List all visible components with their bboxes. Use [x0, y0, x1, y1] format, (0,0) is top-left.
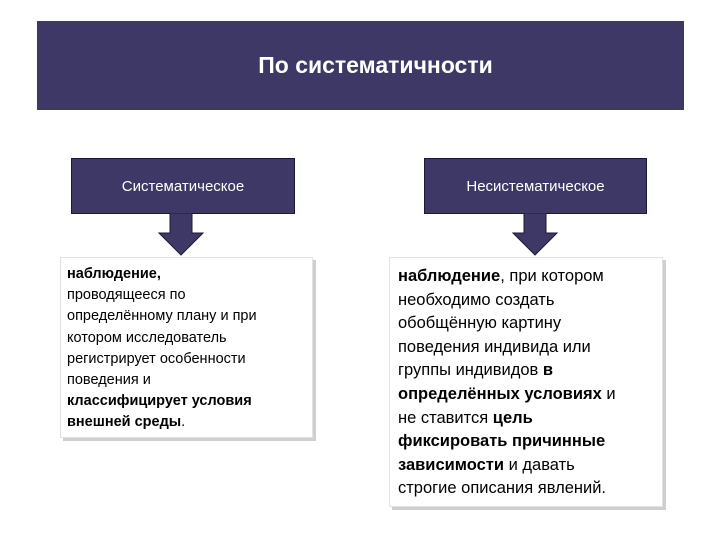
text: поведения и	[67, 372, 151, 389]
text: и	[601, 384, 616, 403]
page-title: По систематичности	[258, 52, 493, 78]
bold-text: определённых условиях	[398, 384, 602, 403]
systematic-description	[60, 257, 313, 438]
description-line	[67, 306, 312, 327]
description-line	[398, 383, 662, 407]
description-line	[398, 265, 662, 289]
title-banner	[37, 21, 684, 110]
description-line	[398, 430, 662, 454]
description-line	[67, 328, 312, 349]
description-line	[67, 391, 312, 412]
text: определённому плану и при	[67, 308, 257, 325]
text: и давать	[504, 455, 575, 474]
description-line	[398, 336, 662, 360]
bold-text: в	[542, 361, 554, 380]
bold-text: классифицирует условия	[67, 393, 252, 410]
bold-text: цель	[492, 408, 533, 427]
down-arrow-icon	[512, 213, 558, 256]
description-line	[67, 264, 312, 285]
description-line	[398, 454, 662, 478]
description-line	[67, 285, 312, 306]
bold-text: фиксировать причинные	[398, 432, 606, 451]
description-line	[398, 359, 662, 383]
text: регистрирует особенности	[67, 350, 246, 367]
bold-text: зависимости	[398, 455, 505, 474]
text: группы индивидов	[398, 361, 543, 380]
text: , при котором	[500, 267, 604, 285]
description-line	[67, 349, 312, 370]
description-line	[398, 312, 662, 336]
text: не ставится	[398, 408, 493, 427]
bold-text: наблюдение	[398, 267, 501, 285]
text: строгие описания явлений.	[398, 479, 607, 498]
bold-text: внешней среды	[67, 414, 182, 431]
description-line	[67, 412, 312, 433]
category-systematic-label: Систематическое	[121, 177, 245, 195]
nonsystematic-description	[389, 257, 663, 507]
category-nonsystematic-label: Несистематическое	[466, 177, 605, 195]
category-nonsystematic	[424, 158, 647, 214]
text: необходимо создать	[398, 290, 555, 309]
description-line	[398, 289, 662, 313]
category-systematic	[71, 158, 295, 214]
description-line	[398, 477, 662, 501]
text: котором исследователь	[67, 329, 227, 346]
down-arrow-icon	[158, 213, 204, 256]
text: .	[181, 414, 186, 431]
text: проводящееся по	[67, 287, 186, 304]
text: поведения индивида или	[398, 337, 591, 356]
description-line	[398, 407, 662, 431]
text: обобщённую картину	[398, 314, 562, 333]
description-line	[67, 370, 312, 391]
bold-text: наблюдение,	[67, 266, 161, 282]
